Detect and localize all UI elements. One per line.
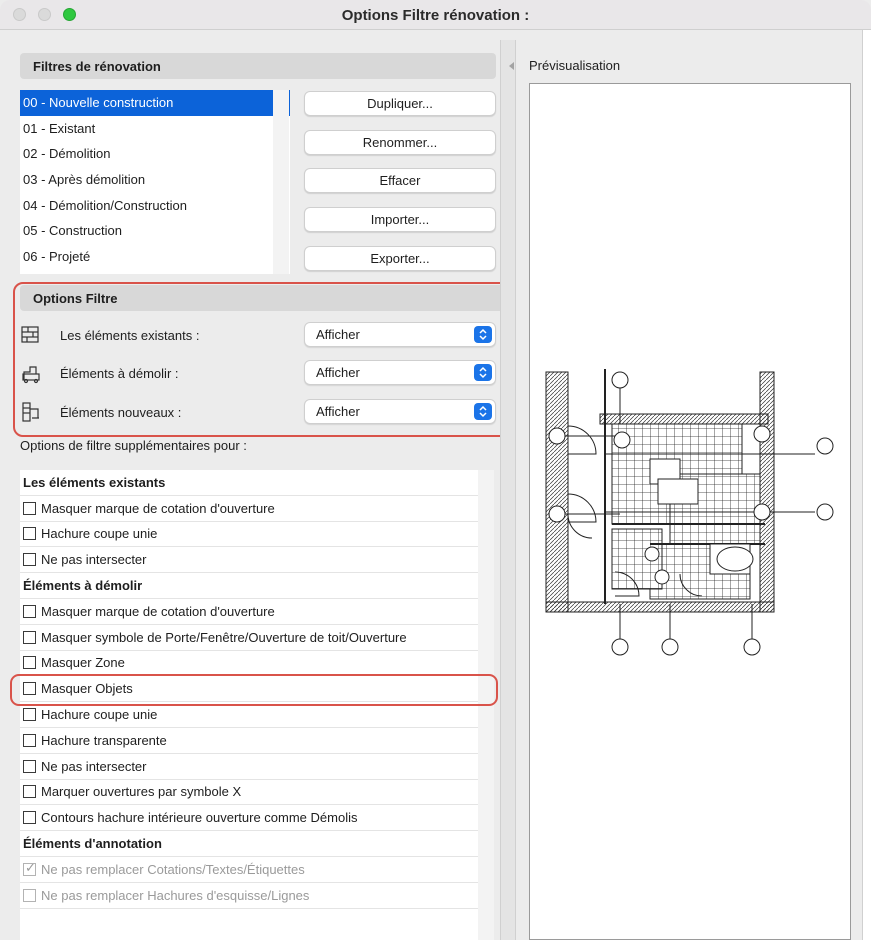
window-title: Options Filtre rénovation : <box>341 7 530 24</box>
option-checkbox-row[interactable]: Masquer Objets <box>20 676 478 702</box>
preview-label: Prévisualisation <box>529 58 621 73</box>
option-checkbox-row[interactable]: Ne pas intersecter <box>20 754 478 780</box>
options-highlight-frame <box>13 282 514 437</box>
checkbox[interactable] <box>23 760 36 773</box>
filter-list-scrollbar[interactable] <box>273 90 289 274</box>
section-header-demolish: Éléments à démolir <box>20 573 478 599</box>
select-value: Afficher <box>316 327 360 342</box>
option-checkbox-row[interactable]: Hachure coupe unie <box>20 702 478 728</box>
export-button[interactable]: Exporter... <box>304 246 496 271</box>
options-section-header: Options Filtre <box>20 285 510 311</box>
filter-item[interactable]: 06 - Projeté <box>23 249 91 265</box>
option-checkbox-row[interactable]: Masquer Zone <box>20 651 478 677</box>
checkbox[interactable] <box>23 785 36 798</box>
option-label-new: Éléments nouveaux : <box>60 404 182 420</box>
import-button[interactable]: Importer... <box>304 207 496 232</box>
preview-panel <box>529 83 851 940</box>
option-checkbox-row[interactable]: Marquer ouvertures par symbole X <box>20 780 478 806</box>
filter-item[interactable]: 05 - Construction <box>23 223 122 239</box>
checkbox[interactable] <box>23 502 36 515</box>
filter-item[interactable]: 01 - Existant <box>23 120 96 136</box>
masquer-objets-highlight-frame <box>10 674 498 706</box>
option-checkbox-row[interactable]: Masquer marque de cotation d'ouverture <box>20 496 478 522</box>
checkbox <box>23 889 36 902</box>
window-right-edge <box>862 30 871 940</box>
select-value: Afficher <box>316 404 360 419</box>
section-header-existing: Les éléments existants <box>20 470 478 496</box>
checkbox[interactable] <box>23 656 36 669</box>
checkbox[interactable] <box>23 734 36 747</box>
filter-item[interactable]: 00 - Nouvelle construction <box>20 90 290 116</box>
option-checkbox-row: ✓ Ne pas remplacer Cotations/Textes/Étiquettes <box>20 857 478 883</box>
duplicate-button[interactable]: Dupliquer... <box>304 91 496 116</box>
checkbox[interactable] <box>23 631 36 644</box>
delete-button[interactable]: Effacer <box>304 168 496 193</box>
filter-list <box>20 90 290 274</box>
option-label-existing: Les éléments existants : <box>60 327 200 343</box>
option-checkbox-row[interactable]: Ne pas intersecter <box>20 547 478 573</box>
rename-button[interactable]: Renommer... <box>304 130 496 155</box>
option-checkbox-row[interactable]: Hachure transparente <box>20 728 478 754</box>
option-checkbox-row[interactable]: Masquer symbole de Porte/Fenêtre/Ouverture de toit/Ouverture <box>20 625 478 651</box>
checkbox[interactable] <box>23 811 36 824</box>
option-label-demolish: Éléments à démolir : <box>60 365 179 381</box>
select-value: Afficher <box>316 365 360 380</box>
filters-section-header: Filtres de rénovation <box>20 53 496 79</box>
checkbox-checked: ✓ <box>25 859 36 875</box>
option-checkbox-row[interactable]: Hachure coupe unie <box>20 522 478 548</box>
title-bar <box>0 0 871 30</box>
checkbox[interactable] <box>23 708 36 721</box>
floor-plan-preview <box>530 84 850 939</box>
checkbox[interactable] <box>23 605 36 618</box>
collapse-left-icon[interactable] <box>509 62 514 70</box>
checkbox[interactable] <box>23 527 36 540</box>
option-checkbox-row: Ne pas remplacer Hachures d'esquisse/Lignes <box>20 883 478 909</box>
checkbox[interactable] <box>23 553 36 566</box>
split-divider[interactable] <box>500 40 516 940</box>
supplementary-label: Options de filtre supplémentaires pour : <box>20 438 247 453</box>
option-checkbox-row[interactable]: Contours hachure intérieure ouverture comme Démolis <box>20 805 478 831</box>
section-header-annotation: Éléments d'annotation <box>20 831 478 857</box>
filter-item[interactable]: 04 - Démolition/Construction <box>23 197 188 213</box>
filter-item[interactable]: 03 - Après démolition <box>23 172 146 188</box>
option-checkbox-row[interactable]: Masquer marque de cotation d'ouverture <box>20 599 478 625</box>
filter-item[interactable]: 02 - Démolition <box>23 146 111 162</box>
